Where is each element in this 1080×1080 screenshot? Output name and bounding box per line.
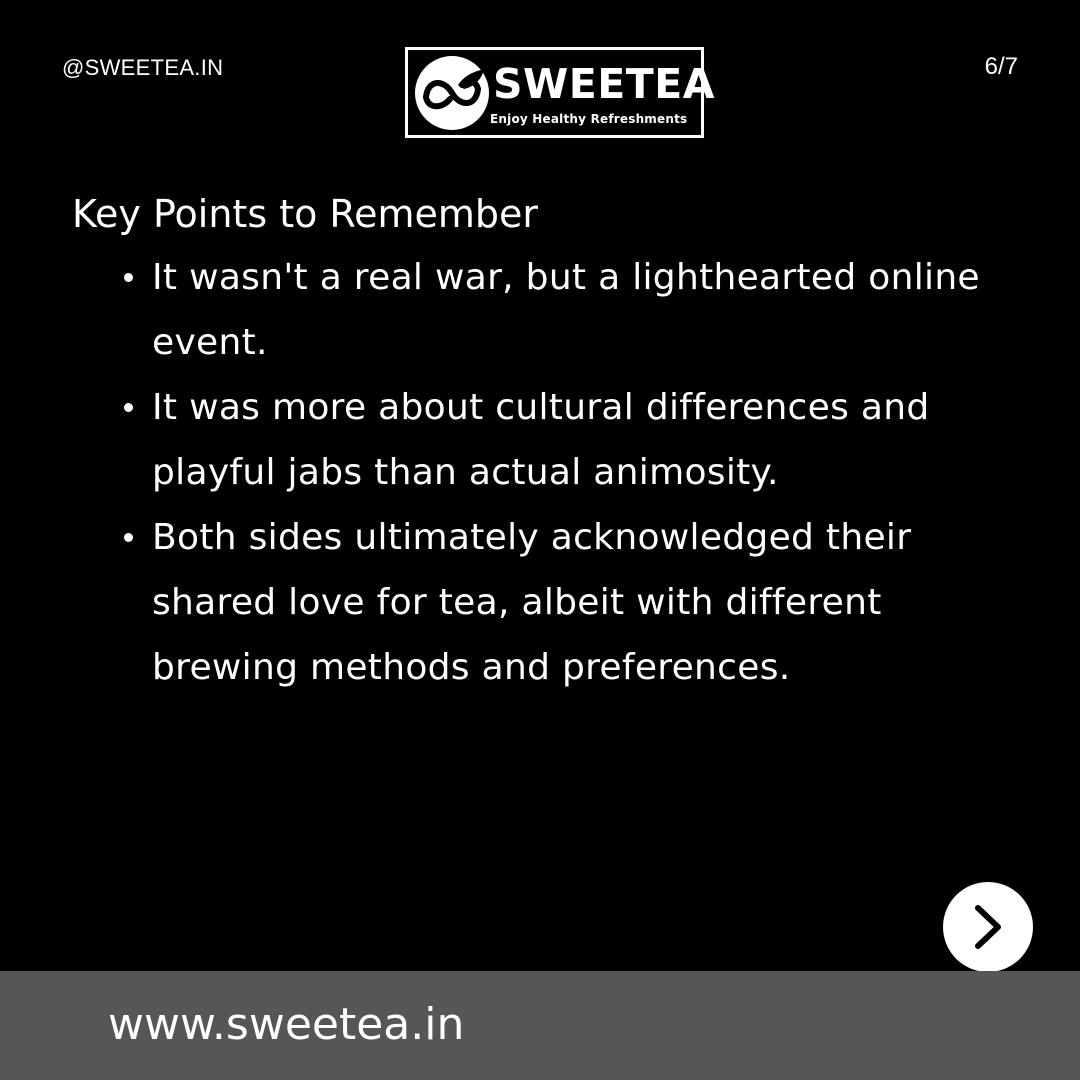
list-item: [152, 375, 1012, 505]
list-item: [152, 505, 1012, 700]
chevron-right-icon: [968, 904, 1008, 950]
section-heading: Key Points to Remember: [72, 192, 539, 236]
bullet-icon: [124, 403, 133, 412]
next-slide-button[interactable]: [943, 882, 1033, 972]
social-handle: @SWEETEA.IN: [62, 55, 224, 80]
list-item-text: It was more about cultural differences and playful jabs than actual animosity.: [152, 387, 930, 493]
key-points-list: [152, 245, 1012, 700]
list-item: [152, 245, 1012, 375]
brand-tagline: Enjoy Healthy Refreshments: [490, 112, 688, 126]
brand-logo: [405, 47, 715, 138]
bullet-icon: [124, 533, 133, 542]
list-item-text: Both sides ultimately acknowledged their shared love for tea, albeit with different brewing methods and preferences.: [152, 517, 912, 688]
footer-bar: [0, 971, 1080, 1080]
bullet-icon: [124, 273, 133, 282]
brand-name: SWEETEA: [493, 60, 715, 108]
website-url: www.sweetea.in: [108, 999, 465, 1050]
page-counter: 6/7: [984, 53, 1018, 80]
list-item-text: It wasn't a real war, but a lighthearted online event.: [152, 257, 980, 363]
infinity-leaf-icon: [414, 55, 490, 131]
